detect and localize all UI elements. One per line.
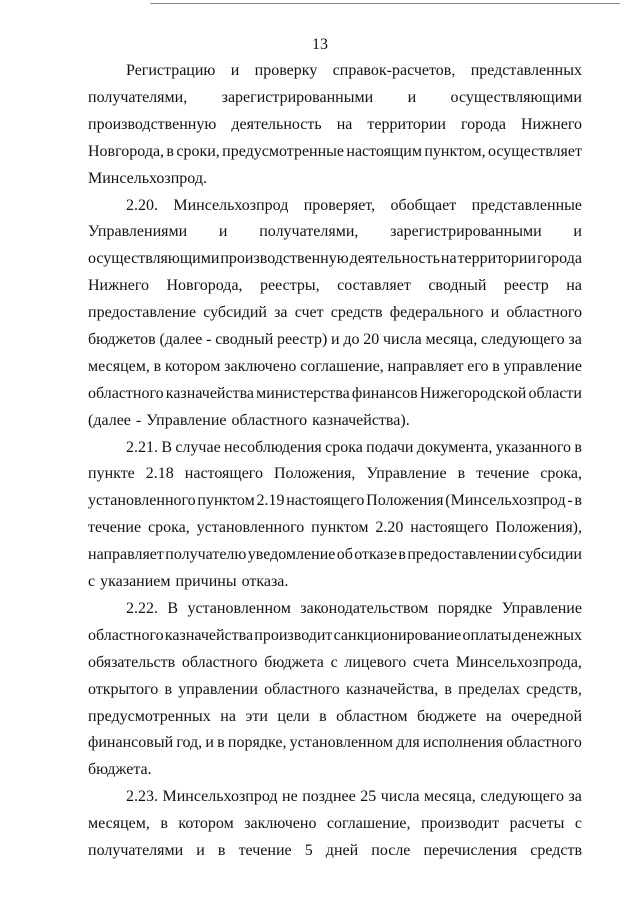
text-line: течение срока, установленного пунктом 2.20 настоящего Положения), xyxy=(88,519,582,537)
text-line: Нижнего Новгорода, реестры, составляет сводный реестр на xyxy=(88,277,582,295)
text-line: бюджетов (далее - сводный реестр) и до 20 числа месяца, следующего за xyxy=(88,330,582,348)
text-line: предусмотренных на эти цели в областном бюджете на очередной xyxy=(88,707,582,725)
paragraph-p_2_22 xyxy=(88,596,582,784)
paragraph-p_2_23 xyxy=(88,784,582,865)
page-number: 13 xyxy=(312,36,328,53)
text-line: осуществляющими производственную деятельность на территории города xyxy=(88,250,582,268)
text-line: 2.20. Минсельхозпрод проверяет, обобщает представленные xyxy=(126,196,582,214)
text-line: обязательств областного бюджета с лицевого счета Минсельхозпрода, xyxy=(88,653,582,671)
text-line: направляет получателю уведомление об отказе в предоставлении субсидии xyxy=(88,546,582,564)
text-line: предоставление субсидий за счет средств федерального и областного xyxy=(88,304,582,322)
text-line: производственную деятельность на территории города Нижнего xyxy=(88,115,582,133)
paragraph-p_2_20 xyxy=(88,193,582,435)
text-line: Новгорода, в сроки, предусмотренные настоящим пунктом, осуществляет xyxy=(88,142,582,160)
text-line: с указанием причины отказа. xyxy=(88,573,289,591)
text-line: Управлениями и получателями, зарегистрированными и xyxy=(88,223,582,241)
text-line: Минсельхозпрод. xyxy=(88,169,207,187)
text-line: бюджета. xyxy=(88,761,152,779)
text-line: установленного пунктом 2.19 настоящего Положения (Минсельхозпрод - в xyxy=(88,492,582,510)
text-line: 2.22. В установленном законодательством порядке Управление xyxy=(126,600,582,617)
text-line: открытого в управлении областного казначейства, в пределах средств, xyxy=(88,680,582,698)
text-line: месяцем, в котором заключено соглашение, производит расчеты с xyxy=(88,815,582,833)
text-line: пункте 2.18 настоящего Положения, Управление в течение срока, xyxy=(88,465,582,483)
text-line: Регистрацию и проверку справок-расчетов, представленных xyxy=(126,62,582,79)
paragraph-p0 xyxy=(88,58,582,192)
text-line: получателями, зарегистрированными и осуществляющими xyxy=(88,88,582,106)
text-line: 2.23. Минсельхозпрод не позднее 25 числа месяца, следующего за xyxy=(126,788,582,806)
text-line: 2.21. В случае несоблюдения срока подачи документа, указанного в xyxy=(126,438,582,456)
text-line: областного казначейства министерства финансов Нижегородской области xyxy=(88,384,582,402)
paragraph-p_2_21 xyxy=(88,435,582,596)
text-line: финансовый год, и в порядке, установленном для исполнения областного xyxy=(88,734,582,752)
text-line: областного казначейства производит санкционирование оплаты денежных xyxy=(88,626,582,644)
text-line: (далее - Управление областного казначейства). xyxy=(88,411,410,429)
text-line: получателями и в течение 5 дней после перечисления средств xyxy=(88,842,582,860)
text-line: месяцем, в котором заключено соглашение, направляет его в управление xyxy=(88,357,582,375)
